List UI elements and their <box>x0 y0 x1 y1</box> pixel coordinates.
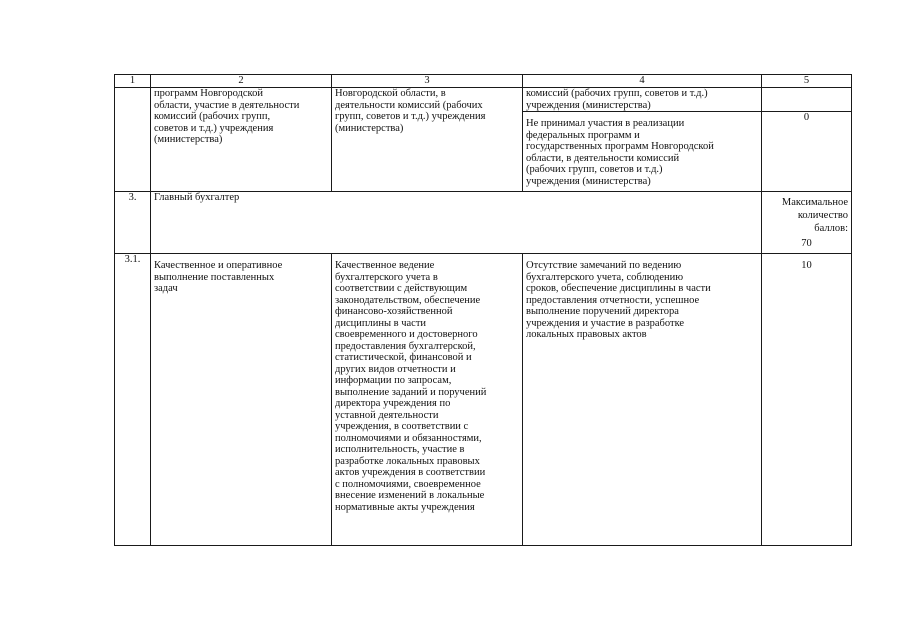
criterion-row-3-1 <box>115 254 852 546</box>
criterion-number: 3.1. <box>115 254 151 546</box>
continuation-number-cell <box>115 88 151 192</box>
section-title: Главный бухгалтер <box>151 192 762 254</box>
criterion-score: 10 <box>762 254 852 546</box>
column-number-5: 5 <box>762 75 852 88</box>
section-max-label: Максимальное количество баллов: <box>781 197 848 234</box>
continuation-score-second: 0 <box>762 112 852 192</box>
continuation-score-first <box>762 88 852 112</box>
section-row <box>115 192 852 254</box>
continuation-indicator-cell: Новгородской области, в деятельности комиссий (рабочих групп, советов и т.д.) учреждения (министерства) <box>332 88 523 192</box>
continuation-condition-second: Не принимал участия в реализации федеральных программ и государственных программ Новгородской области, в деятельности комиссий (рабочих групп, советов и т.д.) учреждения (министерства) <box>523 112 762 192</box>
column-number-2: 2 <box>151 75 332 88</box>
continuation-condition-first: комиссий (рабочих групп, советов и т.д.) учреждения (министерства) <box>523 88 762 112</box>
column-number-1: 1 <box>115 75 151 88</box>
criteria-table <box>114 74 852 546</box>
section-max-value: 70 <box>801 238 812 249</box>
column-number-4: 4 <box>523 75 762 88</box>
continuation-criterion-cell: программ Новгородской области, участие в деятельности комиссий (рабочих групп, советов и т.д.) учреждения (министерства) <box>151 88 332 192</box>
criterion-indicator: Качественное ведение бухгалтерского учета в соответствии с действующим законодательством, обеспечение финансово-хозяйственной дисциплины в части своевременного и достоверного предоставления бухгалтерской, статистической, финансовой и других видов отчетности и информации по запросам, выполнение заданий и поручений директора учреждения по уставной деятельности учреждения, в соответствии с полномочиями и обязанностями, исполнительность, участие в разработке локальных правовых актов учреждения в соответствии с полномочиями, своевременное внесение изменений в локальные нормативные акты учреждения <box>332 254 523 546</box>
continuation-row-first <box>115 88 852 112</box>
section-number: 3. <box>115 192 151 254</box>
criterion-name: Качественное и оперативное выполнение поставленных задач <box>151 254 332 546</box>
section-max-cell <box>762 192 852 254</box>
column-number-row <box>115 75 852 88</box>
column-number-3: 3 <box>332 75 523 88</box>
criterion-condition: Отсутствие замечаний по ведению бухгалтерского учета, соблюдению сроков, обеспечение дисциплины в части предоставления отчетности, успешное выполнение поручений директора учреждения и участие в разработке локальных правовых актов <box>523 254 762 546</box>
